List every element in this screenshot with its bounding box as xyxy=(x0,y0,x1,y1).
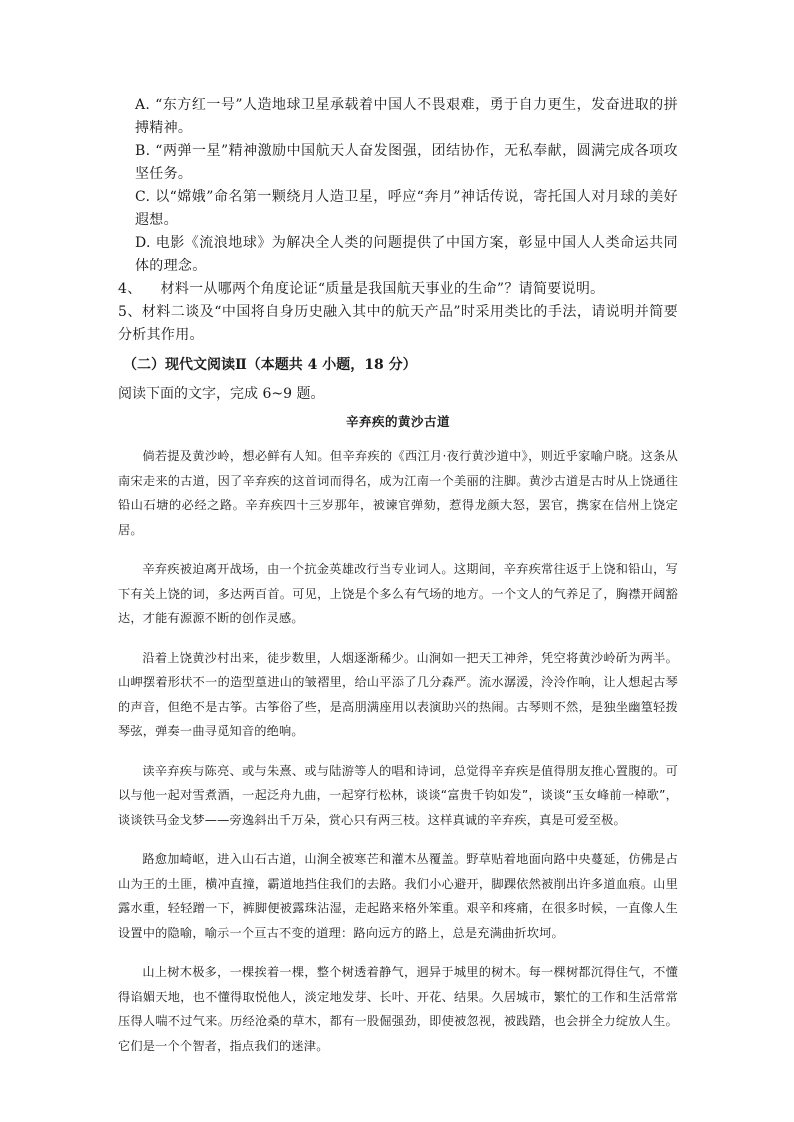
article-paragraph: 山上树木极多，一棵挨着一棵，整个树透着静气，迥异于城里的树木。每一棵树都沉得住气，不懂得谄媚天地，也不懂得取悦他人，淡定地发芽、长叶、开花、结果。久居城市，繁忙的工作和生活常常压得人喘不过气来。历经沧桑的草木，都有一股倔强劲，即使被忽视，被践踏，也会拼全力绽放人生。它们是一个个智者，指点我们的迷津。 xyxy=(118,965,678,1053)
article-body xyxy=(118,444,678,1058)
answer-options xyxy=(118,94,678,278)
article-paragraph: 读辛弃疾与陈亮、或与朱熹、或与陆游等人的唱和诗词，总觉得辛弃疾是值得朋友推心置腹的。可以与他一起对雪煮酒，一起泛舟九曲，一起穿行松林，谈谈“富贵千钧如发”，谈谈“玉女峰前一棹歌”，谈谈铁马金戈梦——旁逸斜出千万朵，赏心只有两三枝。这样真诚的辛弃疾，真是可爱至极。 xyxy=(118,763,678,827)
question-5: 5、材料二谈及“中国将自身历史融入其中的航天产品”时采用类比的手法，请说明并简要分析其作用。 xyxy=(118,304,678,343)
article-paragraph: 倘若提及黄沙岭，想必鲜有人知。但辛弃疾的《西江月·夜行黄沙道中》，则近乎家喻户晓。这条从南宋走来的古道，因了辛弃疾的这首词而得名，成为江南一个美丽的注脚。黄沙古道是古时从上饶通往铅山石塘的必经之路。辛弃疾四十三岁那年，被谏官弹劾，惹得龙颜大怒，罢官，携家在信州上饶定居。 xyxy=(118,449,678,537)
document-page xyxy=(118,94,678,1073)
article-title: 辛弃疾的黄沙古道 xyxy=(345,414,450,429)
article-paragraph: 路愈加崎岖，进入山石古道，山涧全被寒芒和灌木丛覆盖。野草贴着地面向路中央蔓延，仿佛是占山为王的土匪，横冲直撞，霸道地挡住我们的去路。我们小心避开，脚踝依然被削出许多道血痕。山里露水重，轻轻蹭一下，裤脚便被露珠沾湿，走起路来格外笨重。艰辛和疼痛，在很多时候，一直像人生设置中的隐喻，喻示一个亘古不变的道理：路向远方的路上，总是充满曲折坎坷。 xyxy=(118,852,678,940)
article-paragraph: 沿着上饶黄沙村出来，徒步数里，人烟逐渐稀少。山涧如一把天工神斧，凭空将黄沙岭斫为两半。山岬摆着形状不一的造型葟进山的皱褶里，给山平添了几分森严。流水潺湲，泠泠作响，让人想起古琴的声音，但绝不是古筝。古筝俗了些，是高朋满座用以表演助兴的热闹。古琴则不然，是独坐幽篁轻拨琴弦，弹奏一曲寻觅知音的绝响。 xyxy=(118,650,678,738)
option-d: D. 电影《流浪地球》为解决全人类的问题提供了中国方案，彰显中国人人类命运共同体的理念。 xyxy=(135,235,678,274)
option-b: B. “两弹一星”精神激励中国航天人奋发图强，团结协作，无私奉献，圆满完成各项攻坚任务。 xyxy=(135,143,678,182)
option-a: A. “东方红一号”人造地球卫星承载着中国人不畏艰难，勇于自力更生，发奋进取的拼搏精神。 xyxy=(135,97,678,136)
question-4: 4、 材料一从哪两个角度论证“质量是我国航天事业的生命”？请简要说明。 xyxy=(118,281,605,297)
option-c: C. 以“嫦娥”命名第一颗绕月人造卫星，呼应“奔月”神话传说，寄托国人对月球的美好遐想。 xyxy=(135,189,678,228)
article-paragraph: 辛弃疾被迫离开战场，由一个抗金英雄改行当专业词人。这期间，辛弃疾常往返于上饶和铅山，写下有关上饶的词，多达两百首。可见，上饶是个多么有气场的地方。一个文人的气养足了，胸襟开阔豁达，才能有源源不断的创作灵感。 xyxy=(118,562,678,625)
section-instruction: 阅读下面的文字，完成 6~9 题。 xyxy=(118,386,325,402)
section-title: （二）现代文阅读Ⅱ（本题共 4 小题，18 分） xyxy=(123,357,417,373)
